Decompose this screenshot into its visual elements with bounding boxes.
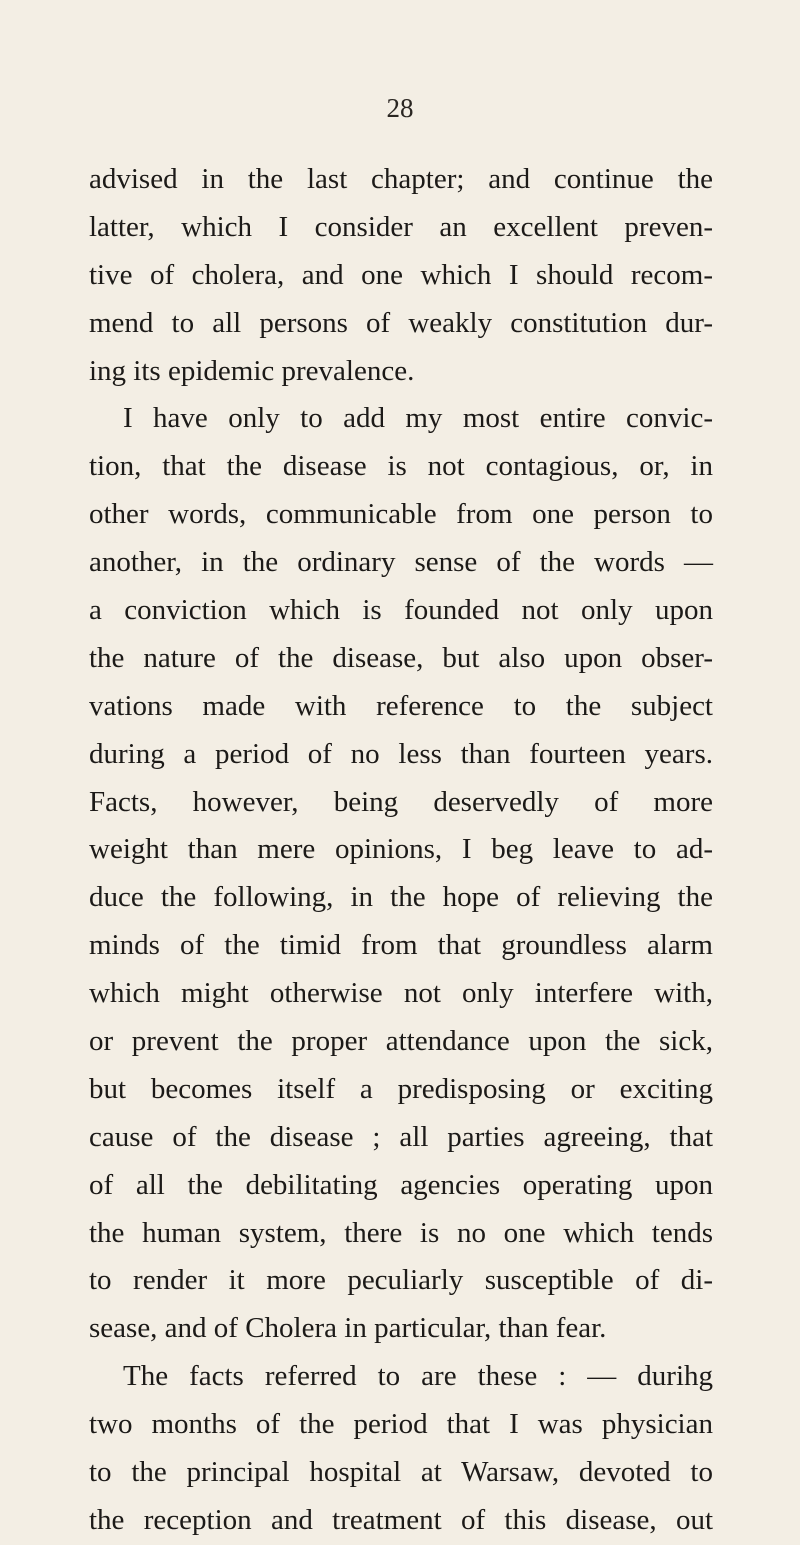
- text-line: advised in the last chapter; and continue the: [89, 163, 713, 195]
- text-line: cause of the disease ; all parties agreeing, that: [89, 1120, 713, 1153]
- page-number: 28: [386, 93, 414, 123]
- text-line: minds of the timid from that groundless alarm: [89, 929, 713, 962]
- text-line: tive of cholera, and one which I should recom-: [89, 258, 713, 291]
- text-line: to the principal hospital at Warsaw, devoted to: [89, 1456, 713, 1489]
- text-line: a conviction which is founded not only upon: [89, 594, 713, 627]
- text-line: to render it more peculiarly susceptible of di-: [89, 1264, 713, 1297]
- text-line: weight than mere opinions, I beg leave to ad-: [89, 833, 713, 866]
- text-line: which might otherwise not only interfere with,: [89, 977, 713, 1010]
- text-line: another, in the ordinary sense of the words —: [89, 546, 713, 579]
- text-line: but becomes itself a predisposing or exciting: [89, 1072, 713, 1105]
- text-line: the reception and treatment of this disease, out: [89, 1503, 713, 1536]
- text-line: two months of the period that I was physician: [89, 1408, 713, 1441]
- text-line: sease, and of Cholera in particular, than fear.: [89, 1312, 607, 1345]
- text-line: the human system, there is no one which tends: [89, 1216, 713, 1249]
- text-line: Facts, however, being deservedly of more: [89, 785, 713, 818]
- text-line: latter, which I consider an excellent preven-: [89, 210, 713, 243]
- text-line: vations made with reference to the subject: [89, 689, 713, 722]
- text-line: or prevent the proper attendance upon the sick,: [89, 1025, 713, 1058]
- text-line: ing its epidemic prevalence.: [89, 354, 415, 387]
- body-text: [89, 156, 713, 1545]
- text-line: The facts referred to are these : — durihg: [123, 1360, 713, 1393]
- text-line: duce the following, in the hope of relieving the: [89, 881, 713, 914]
- text-line: tion, that the disease is not contagious, or, in: [89, 450, 713, 483]
- text-line: during a period of no less than fourteen years.: [89, 737, 713, 770]
- text-line: the nature of the disease, but also upon obser-: [89, 641, 713, 674]
- text-line: other words, communicable from one person to: [89, 498, 713, 531]
- text-line: I have only to add my most entire convic-: [123, 402, 713, 435]
- text-line: of all the debilitating agencies operating upon: [89, 1168, 713, 1201]
- text-line: mend to all persons of weakly constitution dur-: [89, 306, 713, 339]
